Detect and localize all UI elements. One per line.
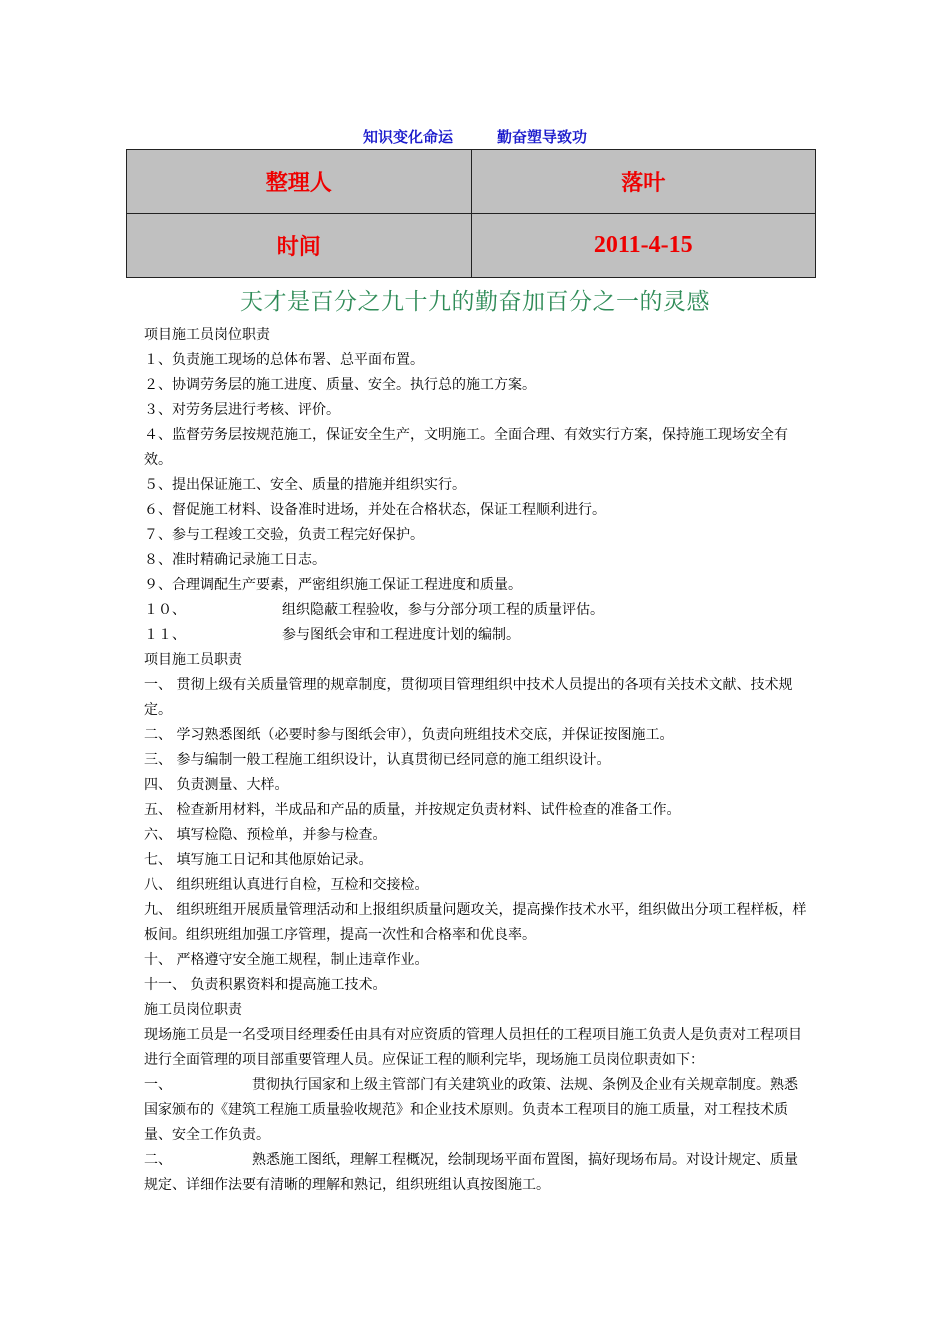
section1-item: ８、准时精确记录施工日志。: [144, 552, 326, 568]
section3-item: [144, 1073, 809, 1148]
item-text: 参与图纸会审和工程进度计划的编制。: [282, 627, 520, 643]
section1-item: ３、对劳务层进行考核、评价。: [144, 402, 340, 418]
organizer-label: 整理人: [127, 150, 472, 214]
section3-title: 施工员岗位职责: [144, 1002, 242, 1018]
date-label: 时间: [127, 214, 472, 278]
header-slogan: [0, 126, 950, 147]
date-value: 2011-4-15: [471, 214, 816, 278]
section2-item: 八、 组织班组认真进行自检，互检和交接检。: [144, 877, 429, 893]
section1-item-tabbed: [144, 623, 809, 648]
section2-item: 五、 检查新用材料，半成品和产品的质量，并按规定负责材料、试件检查的准备工作。: [144, 802, 681, 818]
section2-title: 项目施工员职责: [144, 652, 242, 668]
section1-item: ９、合理调配生产要素，严密组织施工保证工程进度和质量。: [144, 577, 522, 593]
item-text: 贯彻执行国家和上级主管部门有关建筑业的政策、法规、条例及企业有关规章制度。熟悉国家颁布的《建筑工程施工质量验收规范》和企业技术原则。负责本工程项目的施工质量，对工程技术质量、安全工作负责。: [144, 1077, 798, 1143]
section1-item: ６、督促施工材料、设备准时进场，并处在合格状态，保证工程顺利进行。: [144, 502, 606, 518]
info-table: [126, 149, 816, 278]
info-row-organizer: [127, 150, 816, 214]
section1-title: 项目施工员岗位职责: [144, 327, 270, 343]
section2-item: 十、 严格遵守安全施工规程，制止违章作业。: [144, 952, 429, 968]
item-number: １０、: [144, 602, 186, 618]
section3-intro: 现场施工员是一名受项目经理委任由具有对应资质的管理人员担任的工程项目施工负责人是负责对工程项目进行全面管理的项目部重要管理人员。应保证工程的顺利完毕，现场施工员岗位职责如下：: [144, 1027, 802, 1068]
item-text: 组织隐蔽工程验收，参与分部分项工程的质量评估。: [282, 602, 604, 618]
document-body: [144, 323, 809, 1198]
section1-item: ７、参与工程竣工交验，负责工程完好保护。: [144, 527, 424, 543]
info-row-date: [127, 214, 816, 278]
section2-item: 七、 填写施工日记和其他原始记录。: [144, 852, 373, 868]
section1-item: ４、监督劳务层按规范施工，保证安全生产，文明施工。全面合理、有效实行方案，保持施工现场安全有效。: [144, 427, 788, 468]
section1-item: ５、提出保证施工、安全、质量的措施并组织实行。: [144, 477, 466, 493]
section2-item: 四、 负责测量、大样。: [144, 777, 289, 793]
section1-item: ２、协调劳务层的施工进度、质量、安全。执行总的施工方案。: [144, 377, 536, 393]
item-text: 熟悉施工图纸，理解工程概况，绘制现场平面布置图，搞好现场布局。对设计规定、质量规定、详细作法要有清晰的理解和熟记，组织班组认真按图施工。: [144, 1152, 798, 1193]
item-number: １１、: [144, 627, 186, 643]
item-number: 二、: [144, 1152, 172, 1168]
section2-item: 九、 组织班组开展质量管理活动和上报组织质量问题攻关，提高操作技术水平，组织做出分项工程样板，样板间。组织班组加强工序管理，提高一次性和合格率和优良率。: [144, 902, 807, 943]
section3-item: [144, 1148, 809, 1198]
header-slogan-left: 知识变化命运: [362, 128, 453, 146]
organizer-value: 落叶: [471, 150, 816, 214]
section2-item: 一、 贯彻上级有关质量管理的规章制度，贯彻项目管理组织中技术人员提出的各项有关技术文献、技术规定。: [144, 677, 793, 718]
section2-item: 二、 学习熟悉图纸（必要时参与图纸会审），负责向班组技术交底，并保证按图施工。: [144, 727, 674, 743]
section2-item: 六、 填写检隐、预检单，并参与检查。: [144, 827, 387, 843]
section1-item-tabbed: [144, 598, 809, 623]
section2-item: 十一、 负责积累资料和提高施工技术。: [144, 977, 387, 993]
header-slogan-right: 勤奋塑导致功: [497, 128, 588, 146]
section1-item: １、负责施工现场的总体布署、总平面布置。: [144, 352, 424, 368]
section2-item: 三、 参与编制一般工程施工组织设计，认真贯彻已经同意的施工组织设计。: [144, 752, 611, 768]
motto-heading: 天才是百分之九十九的勤奋加百分之一的灵感: [240, 289, 710, 315]
item-number: 一、: [144, 1077, 172, 1093]
